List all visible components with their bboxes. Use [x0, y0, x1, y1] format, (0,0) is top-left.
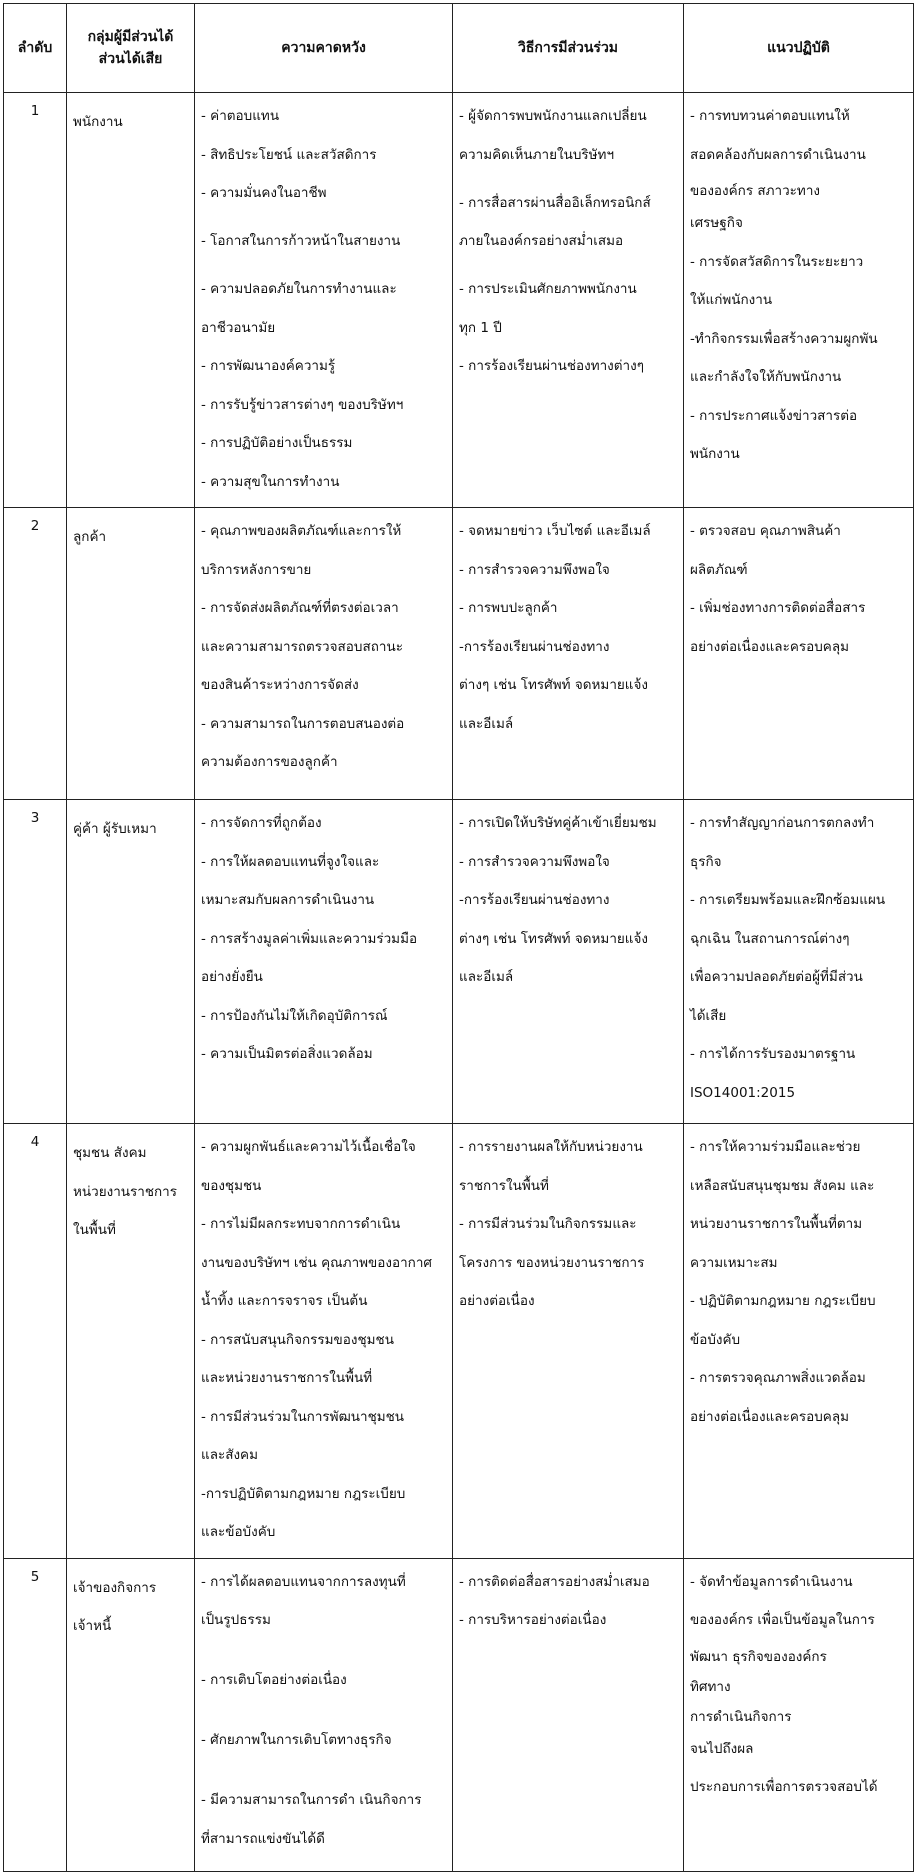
- header-practice: แนวปฏิบัติ: [684, 4, 914, 93]
- table-row: [4, 93, 914, 508]
- text-line: โครงการ ของหน่วยงานราชการ: [459, 1254, 645, 1271]
- stakeholder-group: [67, 800, 195, 1124]
- text-line: ความคิดเห็นภายในบริษัทฯ: [459, 146, 615, 163]
- method-cell: [453, 1124, 684, 1559]
- text-line: - จัดทำข้อมูลการดำเนินงาน: [690, 1573, 853, 1590]
- group-line: ชุมชน สังคม: [73, 1145, 147, 1161]
- header-group-text: กลุ่มผู้มีส่วนได้ ส่วนได้เสีย: [87, 29, 174, 67]
- text-line: ภายในองค์กรอย่างสม่ำเสมอ: [459, 233, 624, 249]
- text-line: -การร้องเรียนผ่านช่องทาง: [459, 638, 610, 655]
- header-no: ลำดับ: [4, 4, 67, 93]
- text-line: ISO14001:2015: [690, 1084, 796, 1101]
- text-line: - การสำรวจความพึงพอใจ: [459, 561, 610, 578]
- expectation-cell: [195, 508, 453, 800]
- text-line: ขององค์กร เพื่อเป็นข้อมูลในการ: [690, 1612, 875, 1628]
- text-line: - การเติบโตอย่างต่อเนื่อง: [201, 1672, 347, 1688]
- text-line: - การพัฒนาองค์ความรู้: [201, 358, 336, 374]
- table-row: [4, 1558, 914, 1871]
- method-cell: [453, 1558, 684, 1871]
- text-line: - การจัดสวัสดิการในระยะยาว: [690, 253, 864, 270]
- group-line: เจ้าของกิจการ: [73, 1579, 157, 1596]
- text-line: - การจัดการที่ถูกต้อง: [201, 815, 322, 831]
- expectation-cell: [195, 93, 453, 508]
- text-line: ราชการในพื้นที่: [459, 1177, 549, 1194]
- group-line: คู่ค้า ผู้รับเหมา: [73, 821, 157, 837]
- stakeholder-table: [3, 3, 914, 1872]
- text-line: - การพบปะลูกค้า: [459, 600, 558, 616]
- text-line: - การทำสัญญาก่อนการตกลงทำ: [690, 815, 875, 831]
- text-line: บริการหลังการขาย: [201, 561, 312, 578]
- text-line: หน่วยงานราชการในพื้นที่ตาม: [690, 1216, 863, 1232]
- stakeholder-group: [67, 1558, 195, 1871]
- header-group: [67, 4, 195, 93]
- text-line: ที่สามารถแข่งขันได้ดี: [201, 1830, 325, 1847]
- text-line: - การมีส่วนร่วมในการพัฒนาชุมชน: [201, 1408, 405, 1425]
- text-line: - ความมั่นคงในอาชีพ: [201, 185, 327, 201]
- text-line: ความเหมาะสม: [690, 1254, 778, 1271]
- text-line: - การได้ผลตอบแทนจากการลงทุนที่: [201, 1573, 406, 1590]
- text-line: - การตรวจคุณภาพสิ่งแวดล้อม: [690, 1370, 866, 1386]
- text-line: ผลิตภัณฑ์: [690, 561, 748, 578]
- group-line: เจ้าหนี้: [73, 1618, 112, 1634]
- text-line: ได้เสีย: [690, 1007, 727, 1024]
- text-line: - ตรวจสอบ คุณภาพสินค้า: [690, 523, 841, 539]
- text-line: - โอกาสในการก้าวหน้าในสายงาน: [201, 233, 401, 249]
- text-line: ธุรกิจ: [690, 853, 722, 870]
- text-line: - การได้การรับรองมาตรฐาน: [690, 1046, 856, 1062]
- stakeholder-group: [67, 1124, 195, 1559]
- text-line: - การเตรียมพร้อมและฝึกซ้อมแผน: [690, 892, 886, 908]
- text-line: และข้อบังคับ: [201, 1524, 276, 1540]
- text-line: อย่างยั่งยืน: [201, 969, 263, 985]
- text-line: -การปฏิบัติตามกฎหมาย กฎระเบียบ: [201, 1485, 406, 1502]
- text-line: ของสินค้าระหว่างการจัดส่ง: [201, 677, 359, 693]
- text-line: เศรษฐกิจ: [690, 215, 743, 231]
- text-line: ทิศทาง: [690, 1678, 731, 1695]
- expectation-cell: [195, 800, 453, 1124]
- table-row: [4, 1124, 914, 1559]
- practice-cell: [684, 1558, 914, 1871]
- header-row: [4, 4, 914, 93]
- text-line: ความต้องการของลูกค้า: [201, 754, 338, 770]
- text-line: - การให้ผลตอบแทนที่จูงใจและ: [201, 853, 380, 870]
- text-line: ของชุมชน: [201, 1177, 262, 1194]
- text-line: พนักงาน: [690, 446, 740, 462]
- text-line: เป็นรูปธรรม: [201, 1612, 271, 1628]
- text-line: - การไม่มีผลกระทบจากการดำเนิน: [201, 1216, 401, 1232]
- text-line: การดำเนินกิจการ: [690, 1708, 792, 1725]
- text-line: - ความปลอดภัยในการทำงานและ: [201, 281, 397, 297]
- row-number: 5: [4, 1558, 67, 1871]
- text-line: ต่างๆ เช่น โทรศัพท์ จดหมายแจ้ง: [459, 930, 649, 947]
- text-line: จนไปถึงผล: [690, 1740, 754, 1757]
- method-cell: [453, 93, 684, 508]
- group-line: ในพื้นที่: [73, 1222, 116, 1238]
- text-line: และความสามารถตรวจสอบสถานะ: [201, 638, 403, 655]
- text-line: และสังคม: [201, 1447, 258, 1463]
- expectation-cell: [195, 1124, 453, 1559]
- text-line: - เพิ่มช่องทางการติดต่อสื่อสาร: [690, 600, 866, 616]
- header-expectation: ความคาดหวัง: [195, 4, 453, 93]
- text-line: - การสำรวจความพึงพอใจ: [459, 853, 610, 870]
- text-line: อย่างต่อเนื่องและครอบคลุม: [690, 638, 849, 655]
- text-line: - การประกาศแจ้งข่าวสารต่อ: [690, 407, 858, 424]
- text-line: -การร้องเรียนผ่านช่องทาง: [459, 892, 610, 908]
- text-line: - การสื่อสารผ่านสื่ออิเล็กทรอนิกส์: [459, 194, 651, 211]
- group-line: พนักงาน: [73, 114, 123, 130]
- text-line: - การเปิดให้บริษัทคู่ค้าเข้าเยี่ยมชม: [459, 815, 657, 831]
- text-line: - ความสุขในการทำงาน: [201, 473, 340, 490]
- row-number: 2: [4, 508, 67, 800]
- table-row: [4, 800, 914, 1124]
- text-line: พัฒนา ธุรกิจขององค์กร: [690, 1648, 827, 1665]
- text-line: - ความผูกพันธ์และความไว้เนื้อเชื่อใจ: [201, 1139, 416, 1155]
- text-line: - การสนับสนุนกิจกรรมของชุมชน: [201, 1331, 394, 1348]
- stakeholder-group: [67, 93, 195, 508]
- practice-cell: [684, 93, 914, 508]
- text-line: อาชีวอนามัย: [201, 319, 276, 336]
- method-cell: [453, 508, 684, 800]
- row-number: 3: [4, 800, 67, 1124]
- text-line: และอีเมล์: [459, 969, 514, 985]
- text-line: ต่างๆ เช่น โทรศัพท์ จดหมายแจ้ง: [459, 677, 649, 693]
- text-line: - การรับรู้ข่าวสารต่างๆ ของบริษัทฯ: [201, 396, 404, 413]
- text-line: อย่างต่อเนื่องและครอบคลุม: [690, 1408, 849, 1425]
- text-line: - ค่าตอบแทน: [201, 108, 280, 124]
- table-row: [4, 508, 914, 800]
- group-line: หน่วยงานราชการ: [73, 1183, 178, 1200]
- text-line: - การรายงานผลให้กับหน่วยงาน: [459, 1139, 643, 1155]
- text-line: - การมีส่วนร่วมในกิจกรรมและ: [459, 1216, 637, 1232]
- row-number: 1: [4, 93, 67, 508]
- text-line: เพื่อความปลอดภัยต่อผู้ที่มีส่วน: [690, 969, 863, 985]
- text-line: - การให้ความร่วมมือและช่วย: [690, 1139, 861, 1155]
- text-line: - การป้องกันไม่ให้เกิดอุบัติการณ์: [201, 1007, 388, 1024]
- text-line: - การปฏิบัติอย่างเป็นธรรม: [201, 435, 353, 451]
- text-line: - คุณภาพของผลิตภัณฑ์และการให้: [201, 523, 402, 539]
- text-line: ฉุกเฉิน ในสถานการณ์ต่างๆ: [690, 930, 850, 947]
- text-line: ประกอบการเพื่อการตรวจสอบได้: [690, 1779, 878, 1795]
- text-line: น้ำทิ้ง และการจราจร เป็นต้น: [201, 1293, 368, 1309]
- text-line: - ความเป็นมิตรต่อสิ่งแวดล้อม: [201, 1046, 373, 1062]
- text-line: ให้แก่พนักงาน: [690, 292, 773, 308]
- text-line: - ศักยภาพในการเติบโตทางธุรกิจ: [201, 1732, 392, 1748]
- stakeholder-group: [67, 508, 195, 800]
- text-line: - ผู้จัดการพบพนักงานแลกเปลี่ยน: [459, 108, 647, 124]
- text-line: - จดหมายข่าว เว็บไซต์ และอีเมล์: [459, 523, 651, 539]
- text-line: สอดคล้องกับผลการดำเนินงาน: [690, 146, 866, 163]
- text-line: - การติดต่อสื่อสารอย่างสม่ำเสมอ: [459, 1573, 650, 1590]
- practice-cell: [684, 1124, 914, 1559]
- header-method: วิธีการมีส่วนร่วม: [453, 4, 684, 93]
- text-line: ข้อบังคับ: [690, 1331, 741, 1348]
- text-line: เหลือสนับสนุนชุมชม สังคม และ: [690, 1177, 875, 1194]
- text-line: - ความสามารถในการตอบสนองต่อ: [201, 715, 405, 732]
- text-line: - การสร้างมูลค่าเพิ่มและความร่วมมือ: [201, 930, 418, 947]
- text-line: และกำลังใจให้กับพนักงาน: [690, 369, 842, 385]
- text-line: อย่างต่อเนื่อง: [459, 1293, 535, 1309]
- practice-cell: [684, 508, 914, 800]
- method-cell: [453, 800, 684, 1124]
- text-line: และหน่วยงานราชการในพื้นที่: [201, 1370, 373, 1386]
- text-line: - สิทธิประโยชน์ และสวัสดิการ: [201, 146, 377, 163]
- text-line: - การประเมินศักยภาพพนักงาน: [459, 281, 637, 297]
- text-line: - มีความสามารถในการดำ เนินกิจการ: [201, 1792, 422, 1808]
- text-line: ขององค์กร สภาวะทาง: [690, 183, 820, 199]
- text-line: - การร้องเรียนผ่านช่องทางต่างๆ: [459, 358, 644, 374]
- expectation-cell: [195, 1558, 453, 1871]
- text-line: เหมาะสมกับผลการดำเนินงาน: [201, 892, 375, 908]
- text-line: - การบริหารอย่างต่อเนื่อง: [459, 1612, 607, 1628]
- group-line: ลูกค้า: [73, 529, 107, 545]
- text-line: - ปฏิบัติตามกฎหมาย กฎระเบียบ: [690, 1293, 876, 1309]
- text-line: - การจัดส่งผลิตภัณฑ์ที่ตรงต่อเวลา: [201, 600, 399, 616]
- text-line: ทุก 1 ปี: [459, 319, 502, 336]
- text-line: - การทบทวนค่าตอบแทนให้: [690, 108, 850, 124]
- text-line: และอีเมล์: [459, 715, 514, 732]
- text-line: -ทำกิจกรรมเพื่อสร้างความผูกพัน: [690, 330, 878, 347]
- row-number: 4: [4, 1124, 67, 1559]
- practice-cell: [684, 800, 914, 1124]
- text-line: งานของบริษัทฯ เช่น คุณภาพของอากาศ: [201, 1254, 432, 1271]
